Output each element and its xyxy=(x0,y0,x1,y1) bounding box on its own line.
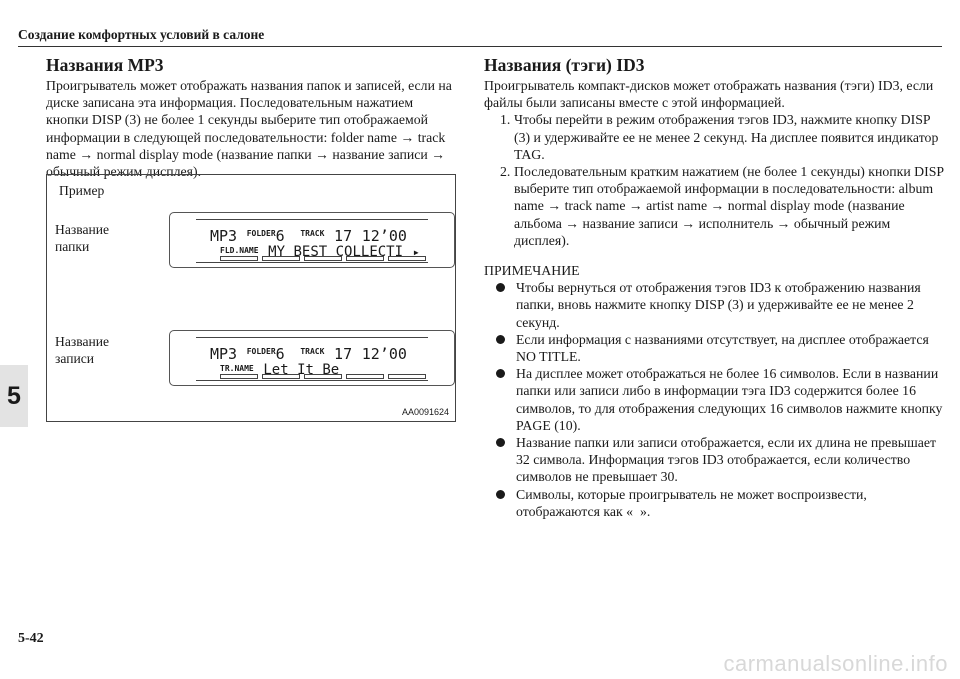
right-column xyxy=(484,55,944,520)
lcd-name-text: Let It Be xyxy=(263,362,340,378)
folder-name-label-line2: папки xyxy=(55,239,90,254)
note-item xyxy=(484,486,944,520)
lcd-bottom-line xyxy=(196,380,428,381)
lcd-segment xyxy=(262,256,300,261)
lcd-segment xyxy=(262,374,300,379)
step-text: Чтобы перейти в режим отображения тэгов ID3, нажмите кнопку DISP (3) и удерживайте ее не менее 2 секунд. На дисплее появится индикатор TAG. xyxy=(514,112,939,162)
lcd-segment xyxy=(388,256,426,261)
lcd-segment xyxy=(220,256,258,261)
bullet-icon xyxy=(496,438,505,447)
lcd-folder-tag: FOLDER xyxy=(246,229,276,238)
lcd-mode: MP3 xyxy=(210,227,238,245)
lcd-display-folder xyxy=(169,212,455,268)
step-number: 1. xyxy=(500,112,511,128)
lcd-segment xyxy=(346,256,384,261)
lcd-display-record xyxy=(169,330,455,386)
record-name-label xyxy=(55,333,109,367)
lcd-top-line xyxy=(196,219,428,220)
lcd-track-tag: TRACK xyxy=(300,229,325,238)
note-text: Символы, которые проигрыватель не может воспроизвести, отображаются как « ». xyxy=(516,486,867,519)
lcd-folder-tag: FOLDER xyxy=(246,347,276,356)
record-name-label-line2: записи xyxy=(55,351,95,366)
lcd-name-tag: FLD.NAME xyxy=(220,246,259,255)
mp3-section-paragraph: Проигрыватель может отображать названия папок и записей, если на диске записана эта информация. Последовательным нажатием кнопки DISP (3) не более 1 секунды выберите тип отображаемой информации в следующей последовательности: folder name → track name → normal display mode (название папки → название записи → обычный режим дисплея). xyxy=(46,78,452,180)
bullet-icon xyxy=(496,369,505,378)
lcd-segment xyxy=(304,374,342,379)
step-item xyxy=(484,111,944,163)
lcd-segment xyxy=(388,374,426,379)
lcd-segment xyxy=(220,374,258,379)
lcd-segment xyxy=(346,374,384,379)
page-number: 5-42 xyxy=(18,631,44,646)
watermark: carmanualsonline.info xyxy=(723,651,948,676)
step-number: 2. xyxy=(500,164,511,180)
lcd-segment xyxy=(304,256,342,261)
lcd-track-number: 17 xyxy=(334,345,353,363)
lcd-top-line xyxy=(196,337,428,338)
bullet-icon xyxy=(496,283,505,292)
left-column xyxy=(46,55,456,180)
lcd-more-arrow-icon: ▸ xyxy=(412,245,420,259)
lcd-name-row xyxy=(220,241,420,260)
id3-intro: Проигрыватель компакт-дисков может отображать названия (тэги) ID3, если файлы были записаны вместе с этой информацией. xyxy=(484,78,934,111)
lcd-folder-number: 6 xyxy=(275,345,285,363)
note-item xyxy=(484,365,944,434)
bullet-icon xyxy=(496,335,505,344)
lcd-bottom-line xyxy=(196,262,428,263)
running-header: Создание комфортных условий в салоне xyxy=(18,27,265,42)
note-text: Название папки или записи отображается, если их длина не превышает 32 символа. Информация тэгов ID3 отображается, если количество символов не превышает 30. xyxy=(516,435,936,485)
note-item xyxy=(484,434,944,486)
mp3-section-title: Названия MP3 xyxy=(46,55,164,75)
lcd-mode: MP3 xyxy=(210,345,238,363)
note-list xyxy=(484,279,944,520)
note-item xyxy=(484,279,944,331)
id3-steps xyxy=(484,111,944,249)
lcd-time: 12’00 xyxy=(361,345,407,363)
folder-name-label xyxy=(55,221,109,255)
note-text: Чтобы вернуться от отображения тэгов ID3 к отображению названия папки, вновь нажмите кнопку DISP (3) и удерживайте ее не менее 2 секунд. xyxy=(516,280,921,330)
record-name-label-line1: Название xyxy=(55,334,110,349)
lcd-name-tag: TR.NAME xyxy=(220,364,254,373)
note-title: ПРИМЕЧАНИЕ xyxy=(484,263,580,279)
figure-code: AA0091624 xyxy=(401,407,449,417)
lcd-track-number: 17 xyxy=(334,227,353,245)
bullet-icon xyxy=(496,490,505,499)
header-rule xyxy=(18,46,942,47)
lcd-time: 12’00 xyxy=(361,227,407,245)
note-text: На дисплее может отображаться не более 16 символов. Если в названии папки или записи либо в информации тэга ID3 содержится более 16 символов, то для отображения следующих 16 символов нажмите кнопку PAGE (10). xyxy=(516,366,943,433)
lcd-name-row xyxy=(220,359,340,378)
chapter-tab: 5 xyxy=(0,365,28,427)
display-example-figure xyxy=(46,174,456,422)
note-text: Если информация с названиями отсутствует, на дисплее отображается NO TITLE. xyxy=(516,331,929,365)
lcd-track-tag: TRACK xyxy=(300,347,325,356)
note-item xyxy=(484,331,944,365)
lcd-folder-number: 6 xyxy=(275,227,285,245)
folder-name-label-line1: Название xyxy=(55,222,110,237)
step-text: Последовательным кратким нажатием (не более 1 секунды) кнопки DISP выберите тип отображаемой информации в последовательности: album name → track name → artist name → normal display mode (название альбома → название записи → исполнитель → обычный режим дисплея). xyxy=(514,164,944,248)
step-item xyxy=(484,163,944,249)
lcd-name-text: MY BEST COLLECTI xyxy=(268,244,404,260)
id3-section-title: Названия (тэги) ID3 xyxy=(484,55,645,75)
figure-example-label: Пример xyxy=(59,183,105,198)
